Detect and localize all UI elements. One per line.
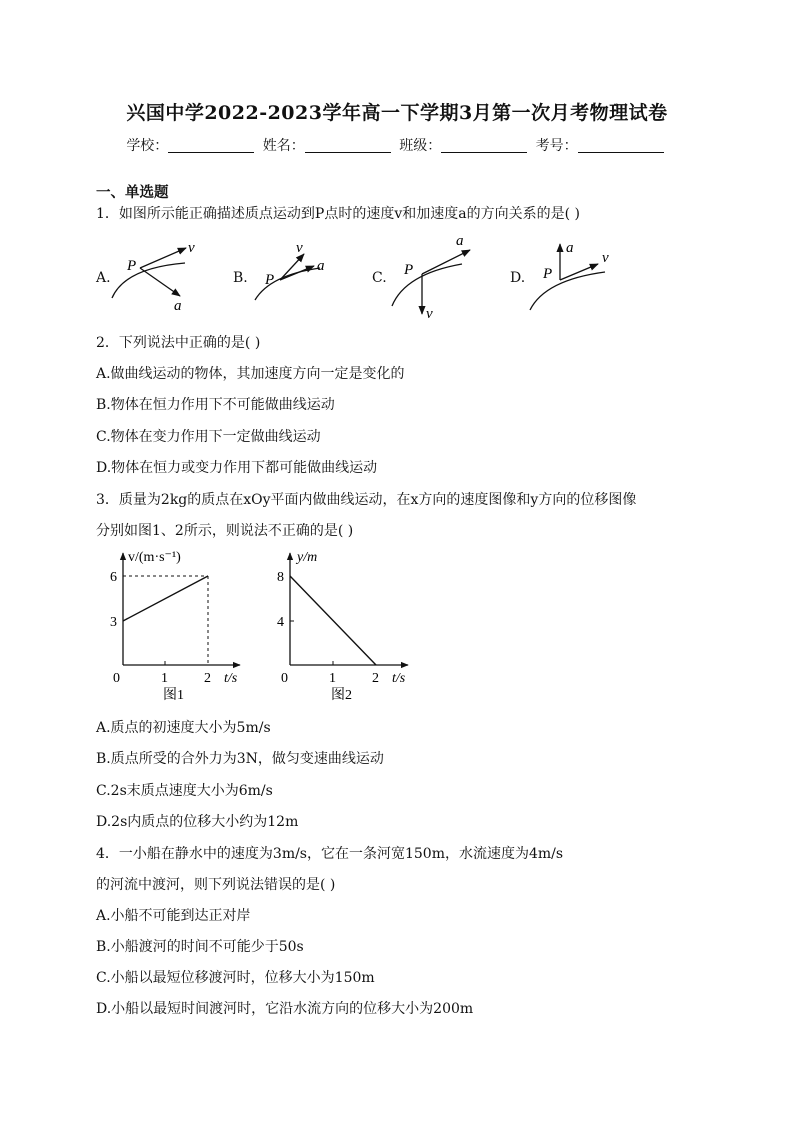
q1-diagram-c: [392, 233, 470, 322]
acceleration-arrow: [280, 266, 314, 280]
q1-diagram-a: [112, 240, 195, 314]
point-p-label: P: [404, 262, 414, 278]
q4-stem-line2: 的河流中渡河，则下列说法错误的是( ): [96, 877, 336, 893]
acceleration-arrow: [422, 250, 470, 274]
q3-figure-1: [110, 550, 240, 703]
q2-option-d[interactable]: D.物体在恒力或变力作用下都可能做曲线运动: [96, 460, 378, 476]
fig1-ylabel: v/(m·s⁻¹): [128, 550, 181, 565]
school-blank[interactable]: [168, 138, 254, 153]
exam-title: 兴国中学2022-2023学年高一下学期3月第一次月考物理试卷: [126, 102, 668, 124]
name-label: 姓名：: [262, 138, 305, 154]
fig2-ytick-8: 8: [277, 570, 284, 585]
a-label: a: [456, 233, 464, 249]
q3-option-c[interactable]: C.2s末质点速度大小为6m/s: [96, 783, 273, 799]
fig2-caption: 图2: [331, 688, 352, 703]
class-blank[interactable]: [441, 138, 527, 153]
fig2-ytick-4: 4: [277, 615, 284, 630]
fig1-ytick-6: 6: [110, 570, 117, 585]
q4-option-a[interactable]: A.小船不可能到达正对岸: [96, 908, 251, 924]
fig1-origin: 0: [113, 671, 120, 686]
q2-stem: 2．下列说法中正确的是( ): [96, 335, 261, 351]
fig1-xtick-1: 1: [161, 671, 168, 686]
fig1-xlabel: t/s: [224, 671, 238, 686]
trajectory-curve: [530, 272, 605, 310]
fig1-ytick-3: 3: [110, 615, 117, 630]
acceleration-arrow: [140, 268, 180, 296]
q3-figure-2: [277, 550, 408, 703]
fig2-origin: 0: [281, 671, 288, 686]
velocity-arrow: [140, 248, 186, 268]
q4-option-c[interactable]: C.小船以最短位移渡河时，位移大小为150m: [96, 970, 375, 986]
trajectory-curve: [392, 264, 462, 306]
point-p-label: P: [265, 272, 275, 288]
a-label: a: [566, 240, 574, 256]
q1-diagram-d: [530, 240, 609, 310]
q1-option-c-label: C.: [372, 270, 387, 286]
v-label: v: [188, 240, 195, 256]
q1-option-b-label: B.: [233, 270, 248, 286]
q2-option-c[interactable]: C.物体在变力作用下一定做曲线运动: [96, 429, 321, 445]
q2-option-b[interactable]: B.物体在恒力作用下不可能做曲线运动: [96, 397, 335, 413]
trajectory-curve: [112, 263, 185, 298]
fig1-velocity-line: [123, 576, 208, 621]
fig2-position-line: [290, 576, 376, 665]
point-p-label: P: [127, 258, 137, 274]
v-label: v: [602, 250, 609, 266]
point-p-label: P: [543, 266, 553, 282]
number-blank[interactable]: [578, 138, 664, 153]
q2-option-a[interactable]: A.做曲线运动的物体，其加速度方向一定是变化的: [96, 366, 405, 382]
v-label: v: [296, 240, 303, 256]
q4-option-b[interactable]: B.小船渡河的时间不可能少于50s: [96, 939, 304, 955]
fig2-xtick-2: 2: [372, 671, 379, 686]
fig2-xtick-1: 1: [329, 671, 336, 686]
q3-stem-line1: 3．质量为2kg的质点在xOy平面内做曲线运动，在x方向的速度图像和y方向的位移图像: [96, 492, 637, 508]
school-label: 学校：: [126, 138, 169, 154]
fig2-ylabel: y/m: [297, 550, 318, 565]
q3-option-d[interactable]: D.2s内质点的位移大小约为12m: [96, 814, 299, 830]
velocity-arrow: [280, 254, 304, 280]
q1-diagram-b: [255, 240, 325, 300]
fig2-xlabel: t/s: [392, 671, 406, 686]
a-label: a: [174, 298, 182, 314]
q3-option-b[interactable]: B.质点所受的合外力为3N，做匀变速曲线运动: [96, 751, 384, 767]
number-label: 考号：: [535, 138, 578, 154]
q1-diagrams: [0, 230, 794, 330]
q3-figures: [0, 545, 794, 710]
fig1-xtick-2: 2: [204, 671, 211, 686]
q1-option-d-label: D.: [510, 270, 526, 286]
a-label: a: [317, 258, 325, 274]
q4-option-d[interactable]: D.小船以最短时间渡河时，它沿水流方向的位移大小为200m: [96, 1001, 474, 1017]
q4-stem-line1: 4．一小船在静水中的速度为3m/s，它在一条河宽150m，水流速度为4m/s: [96, 846, 564, 862]
q1-stem: 1．如图所示能正确描述质点运动到P点时的速度v和加速度a的方向关系的是( ): [96, 206, 580, 222]
name-blank[interactable]: [305, 138, 391, 153]
q3-stem-line2: 分别如图1、2所示，则说法不正确的是( ): [96, 523, 354, 539]
class-label: 班级：: [399, 138, 442, 154]
q1-option-a-label: A.: [96, 270, 111, 286]
v-label: v: [426, 306, 433, 322]
student-info-row: [0, 135, 794, 155]
section-heading-single-choice: 一、单选题: [96, 184, 169, 201]
q3-option-a[interactable]: A.质点的初速度大小为5m/s: [96, 720, 271, 736]
fig1-caption: 图1: [163, 688, 184, 703]
